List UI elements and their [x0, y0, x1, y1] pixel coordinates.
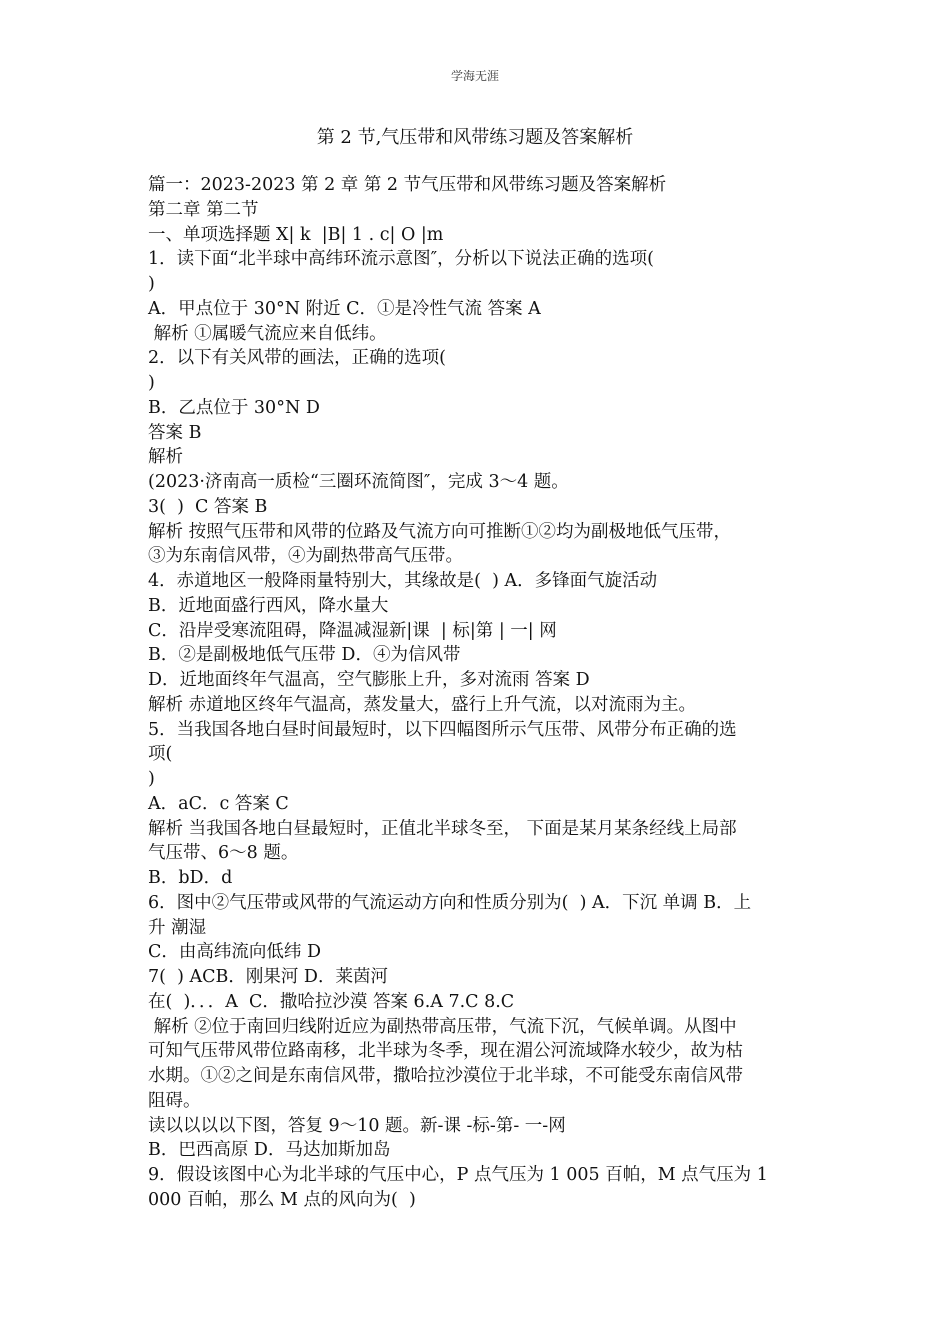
- text-line: D．近地面终年气温高，空气膨胀上升，多对流雨 答案 D: [148, 670, 590, 690]
- text-line: B．近地面盛行西风，降水量大: [148, 595, 389, 616]
- text-line: 阻碍。: [148, 1090, 201, 1111]
- text-line: (2023·济南高一质检“三圈环流简图″，完成 3～4 题。: [148, 472, 569, 492]
- text-line: 5．当我国各地白昼时间最短时，以下四幅图所示气压带、风带分布正确的选: [148, 719, 737, 740]
- text-line: 9．假设该图中心为北半球的气压中心，P 点气压为 1 005 百帕，M 点气压为 1: [148, 1165, 768, 1185]
- text-line: ): [148, 373, 155, 393]
- text-line: 7( ) ACB．刚果河 D．莱茵河: [148, 967, 388, 987]
- text-line: B．乙点位于 30°N D: [148, 397, 320, 418]
- text-line: 项(: [148, 744, 173, 765]
- text-line: A．甲点位于 30°N 附近 C．①是冷性气流 答案 A: [148, 298, 541, 319]
- page-header: 学海无涯: [450, 69, 499, 83]
- text-line: 第二章 第二节: [148, 199, 259, 220]
- text-line: 答案 B: [148, 422, 202, 443]
- text-line: 解析 当我国各地白昼最短时，正值北半球冬至， 下面是某月某条经线上局部: [148, 818, 737, 839]
- text-line: 升 潮湿: [148, 917, 207, 938]
- text-line: B．②是副极地低气压带 D．④为信风带: [148, 645, 461, 666]
- text-line: 4．赤道地区一般降雨量特别大，其缘故是( ) A．多锋面气旋活动: [148, 571, 658, 591]
- text-line: 可知气压带风带位路南移，北半球为冬季，现在湄公河流域降水较少，故为枯: [148, 1041, 743, 1062]
- text-line: 解析 按照气压带和风带的位路及气流方向可推断①②均为副极地低气压带，: [148, 521, 732, 542]
- text-line: 气压带、6～8 题。: [148, 843, 299, 864]
- text-line: 1．读下面“北半球中高纬环流示意图″，分析以下说法正确的选项(: [148, 249, 654, 270]
- text-line: 2．以下有关风带的画法，正确的选项(: [148, 348, 446, 369]
- document-body: [148, 173, 803, 1213]
- text-line: ③为东南信风带，④为副热带高气压带。: [148, 546, 463, 567]
- text-line: 解析 ①属暖气流应来自低纬。: [148, 323, 387, 344]
- text-line: 解析 赤道地区终年气温高，蒸发量大，盛行上升气流，以对流雨为主。: [148, 694, 697, 715]
- text-line: 解析: [148, 447, 183, 468]
- text-line: A．aC．c 答案 C: [148, 793, 289, 814]
- text-line: 3( ) C 答案 B: [148, 496, 268, 517]
- text-line: 水期。①②之间是东南信风带，撒哈拉沙漠位于北半球，不可能受东南信风带: [148, 1066, 743, 1086]
- text-line: ): [148, 769, 155, 789]
- text-line: B．bD．d: [148, 868, 233, 888]
- text-line: 解析 ②位于南回归线附近应为副热带高压带，气流下沉，气候单调。从图中: [148, 1016, 737, 1037]
- text-line: 一、单项选择题 X| k |B| 1 . c| O |m: [148, 224, 444, 245]
- text-line: B．巴西高原 D．马达加斯加岛: [148, 1140, 391, 1161]
- text-line: C．由高纬流向低纬 D: [148, 942, 321, 963]
- text-line: 6．图中②气压带或风带的气流运动方向和性质分别为( ) A．下沉 单调 B．上: [148, 892, 752, 913]
- text-line: 篇一：2023-2023 第 2 章 第 2 节气压带和风带练习题及答案解析: [148, 175, 667, 195]
- text-line: C．沿岸受寒流阻碍，降温减湿新|课 | 标|第 | 一| 网: [148, 620, 557, 641]
- text-line: 000 百帕，那么 M 点的风向为( ): [148, 1189, 416, 1210]
- text-line: ): [148, 274, 155, 294]
- document-title: 第 2 节,气压带和风带练习题及答案解析: [316, 127, 634, 148]
- text-line: 在( )．．．A C．撒哈拉沙漠 答案 6.A 7.C 8.C: [148, 991, 515, 1012]
- text-line: 读以以以以下图，答复 9～10 题。新-课 -标-第- 一-网: [148, 1115, 566, 1136]
